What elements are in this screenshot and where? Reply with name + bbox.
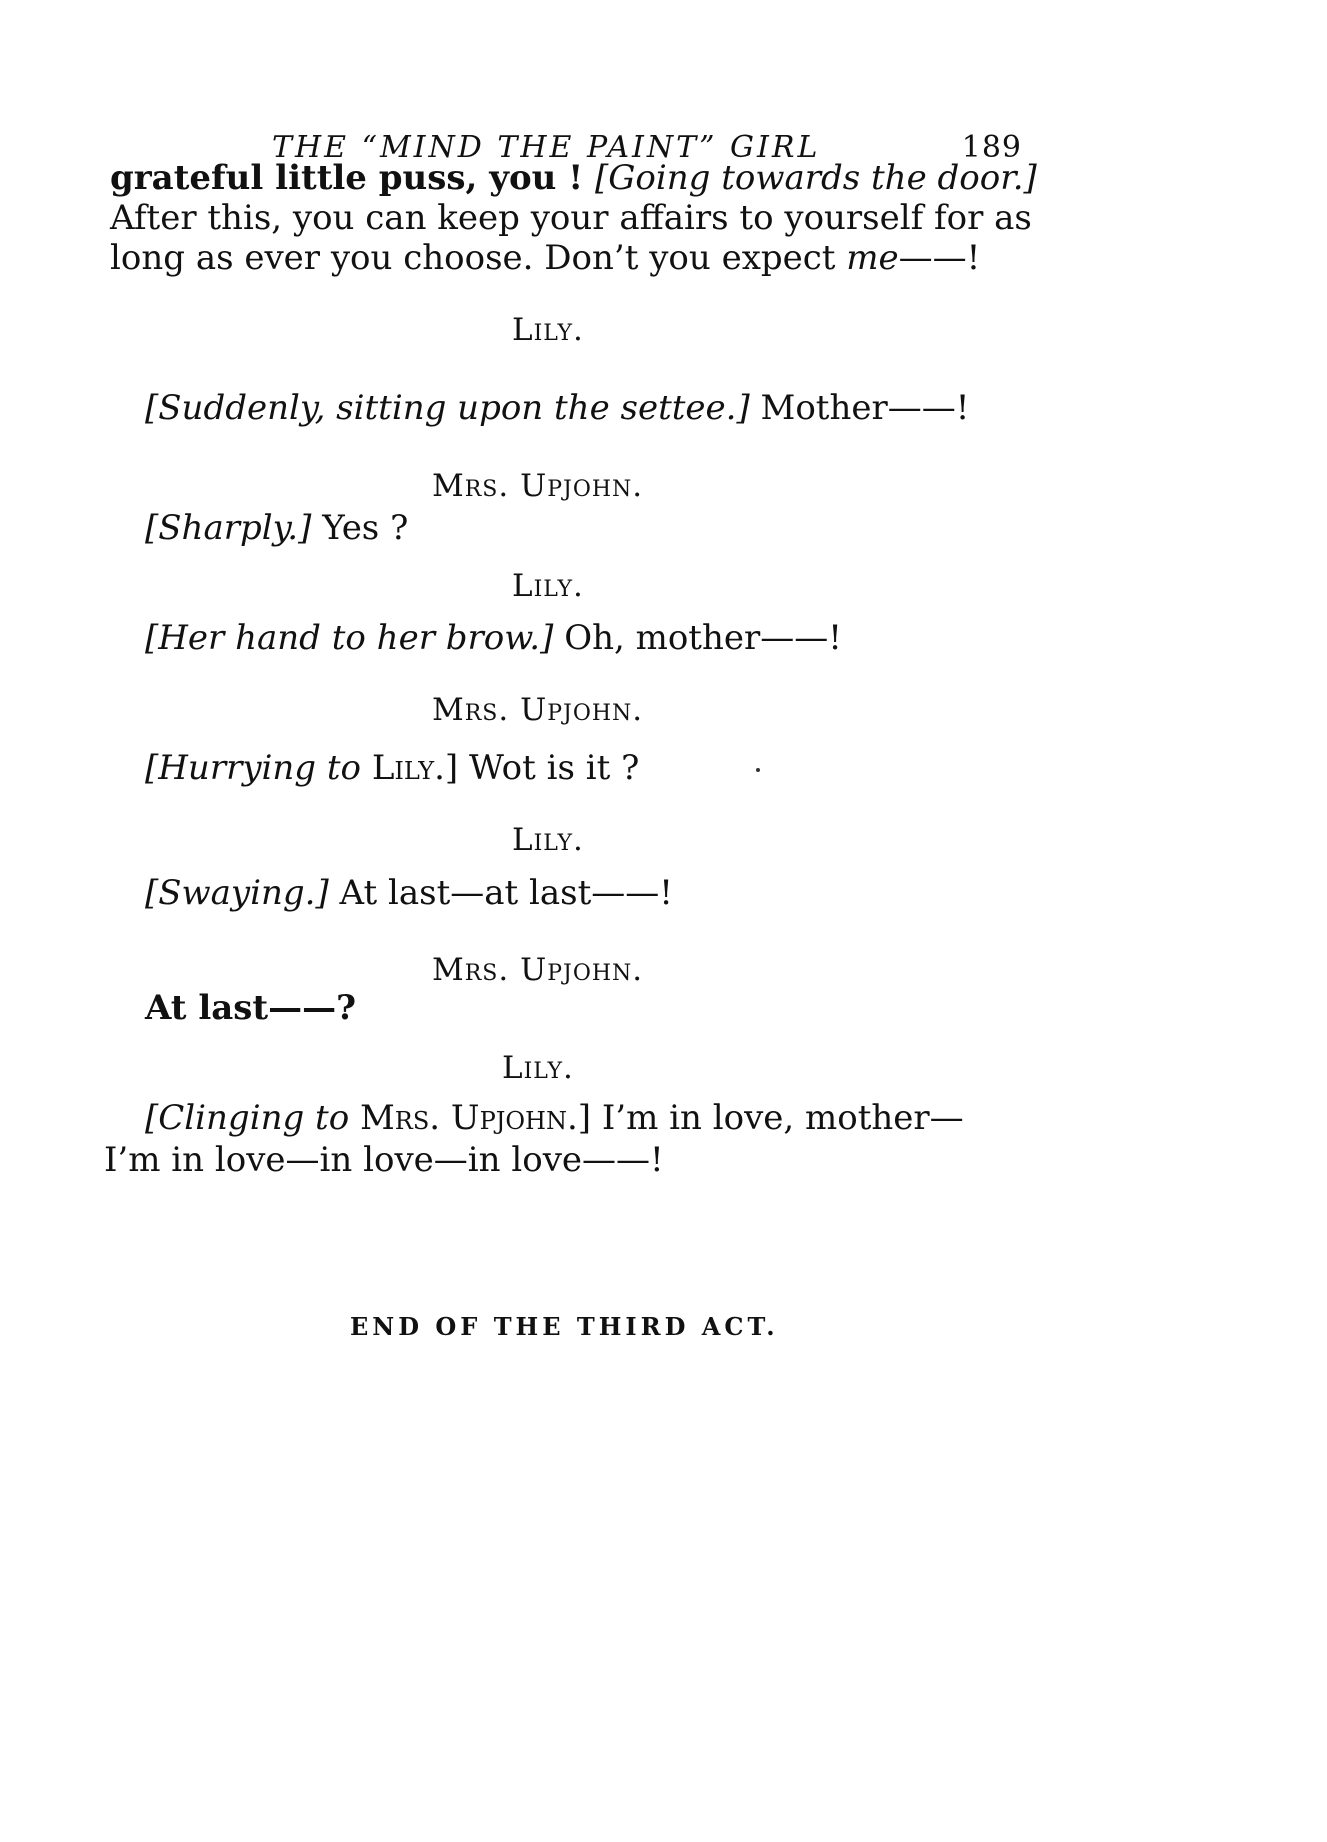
speaker-name: Lily. [502,1050,574,1086]
stage-direction: .] [434,748,459,788]
stage-direction: .] [566,1098,592,1138]
speaker-name: Lily. [512,822,584,858]
opening-line-3 [110,238,980,278]
text-run: long as ever you choose. Don’t you expect [110,238,847,278]
speaker-name: Mrs. Upjohn. [432,692,644,728]
speaker-name: Mrs. Upjohn. [432,468,644,504]
stage-direction: [Her hand to her brow.] [145,618,554,658]
speech-line [145,618,842,658]
running-title: THE “MIND THE PAINT” GIRL [272,130,821,165]
dialogue: I’m in love—in love—in love——! [104,1140,664,1180]
dialogue: Oh, mother——! [553,618,842,658]
stage-direction: [Hurrying to [145,748,372,788]
dialogue: Yes ? [311,508,409,548]
stage-direction: [Going towards the door.] [594,158,1037,198]
text-run: grateful little puss, you ! [110,158,595,198]
emphasis: me [846,238,899,278]
page-number: 189 [961,130,1022,165]
dialogue: Mother——! [749,388,970,428]
speaker-name: Lily. [512,568,584,604]
speech-continuation [104,1140,664,1180]
stage-direction: [Clinging to [145,1098,360,1138]
end-of-act: END OF THE THIRD ACT. [350,1312,779,1341]
speech-line [145,388,969,428]
stage-direction: [Sharply.] [145,508,312,548]
text-run: ——! [898,238,981,278]
dialogue: Wot is it ? [458,748,640,788]
speech-line [145,748,639,788]
stage-direction: [Suddenly, sitting upon the settee.] [145,388,750,428]
speech-line [145,873,673,913]
opening-line-2: After this, you can keep your affairs to yourself for as [110,198,1032,238]
speaker-name: Mrs. Upjohn. [432,952,644,988]
dialogue: I’m in love, mother— [591,1098,964,1138]
dialogue: At last——? [145,988,357,1028]
opening-line-1 [110,158,1037,198]
speaker-name: Lily. [512,312,584,348]
print-speck [756,768,760,772]
character-name: Mrs. Upjohn [359,1098,567,1138]
speech-line [145,1098,964,1138]
character-name: Lily [371,748,435,788]
stage-direction: [Swaying.] [145,873,329,913]
speech-line [145,508,408,548]
dialogue: At last—at last——! [328,873,673,913]
